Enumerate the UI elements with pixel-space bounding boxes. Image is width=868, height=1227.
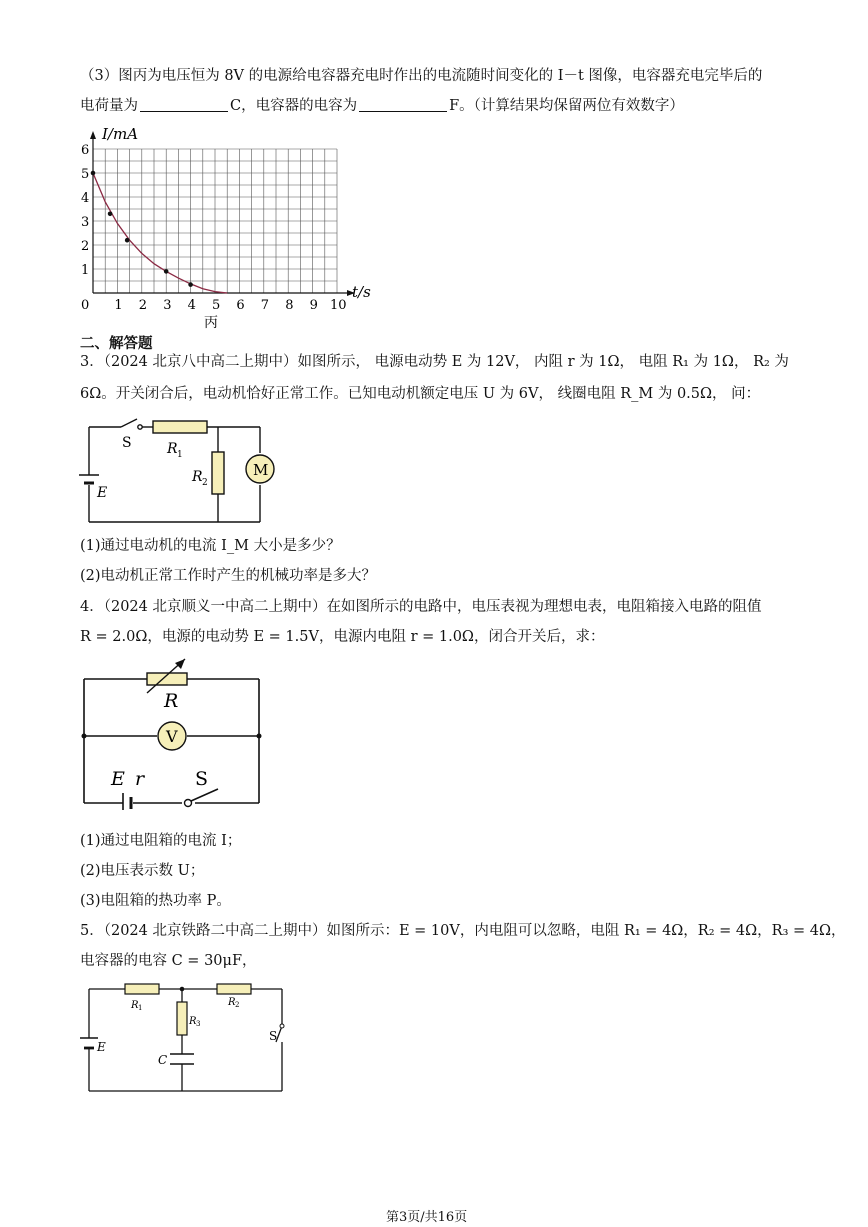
x-tick-label: 0 bbox=[81, 298, 90, 313]
x-tick-label: 5 bbox=[212, 298, 221, 313]
q3-line2: 6Ω。开关闭合后，电动机恰好正常工作。已知电动机额定电压 U 为 6V， 线圈电阻 R_M 为 0.5Ω， 问： bbox=[80, 386, 761, 402]
chart-caption: 丙 bbox=[204, 315, 218, 331]
x-tick-label: 1 bbox=[114, 298, 123, 313]
x-tick-label: 4 bbox=[187, 298, 196, 313]
q5-line2: 电容器的电容 C = 30μF， bbox=[80, 953, 257, 969]
q3-switch-label: S bbox=[122, 435, 132, 451]
q5-r3-sub: 3 bbox=[196, 1020, 201, 1028]
q5-switch-label: S bbox=[269, 1029, 278, 1043]
q4-line2: R = 2.0Ω，电源的电动势 E = 1.5V，电源内电阻 r = 1.0Ω，闭合开关后，求： bbox=[80, 629, 605, 645]
x-tick-label: 9 bbox=[309, 298, 318, 313]
q3-sub2: (2)电动机正常工作时产生的机械功率是多大？ bbox=[80, 568, 377, 584]
q4-internal-r-label: r bbox=[135, 768, 145, 790]
data-point bbox=[164, 269, 169, 274]
answer-blank-charge[interactable] bbox=[140, 97, 228, 112]
q4-sub1: (1)通过电阻箱的电流 I； bbox=[80, 833, 242, 849]
q4-sub2: (2)电压表示数 U； bbox=[80, 863, 205, 879]
y-axis-arrow bbox=[90, 131, 96, 139]
current-time-chart bbox=[60, 125, 390, 335]
q3-part-line2-c: F。（计算结果均保留两位有效数字） bbox=[449, 98, 684, 114]
q3-battery-label: E bbox=[97, 485, 108, 501]
q3-sub1: (1)通过电动机的电流 I_M 大小是多少？ bbox=[80, 538, 341, 554]
q3-r1-sub: 1 bbox=[177, 450, 183, 460]
x-tick-label: 10 bbox=[330, 298, 347, 313]
q3-part-line1: （3）图丙为电压恒为 8V 的电源给电容器充电时作出的电流随时间变化的 I－t 图像，电容器充电完毕后的 bbox=[80, 68, 763, 84]
q5-r2-label: R bbox=[228, 997, 236, 1008]
page-footer: 第3页/共16页 bbox=[386, 1210, 468, 1225]
q4-switch-label: S bbox=[195, 768, 209, 790]
q4-voltmeter-label: V bbox=[166, 727, 178, 746]
y-tick-label: 6 bbox=[81, 143, 90, 158]
chart-x-label: t/s bbox=[352, 283, 371, 301]
y-tick-label: 1 bbox=[81, 263, 90, 278]
chart-y-label: I/mA bbox=[102, 125, 139, 143]
q4-circuit bbox=[75, 655, 270, 810]
q4-emf-label: E bbox=[111, 768, 125, 790]
x-tick-label: 3 bbox=[163, 298, 172, 313]
q4-sub3: (3)电阻箱的热功率 P。 bbox=[80, 893, 231, 909]
q5-capacitor-label: C bbox=[158, 1053, 168, 1067]
q3-r2-sub: 2 bbox=[202, 478, 208, 488]
y-tick-label: 5 bbox=[81, 167, 90, 182]
chart-grid bbox=[93, 149, 337, 293]
data-point bbox=[108, 212, 113, 217]
x-tick-label: 8 bbox=[285, 298, 294, 313]
x-tick-label: 7 bbox=[260, 298, 270, 313]
q5-battery-label: E bbox=[97, 1040, 106, 1054]
data-point bbox=[91, 171, 96, 176]
q5-r3-label: R bbox=[189, 1016, 197, 1027]
q5-r2-sub: 2 bbox=[235, 1001, 240, 1009]
x-tick-label: 2 bbox=[138, 298, 148, 313]
q5-line1: 5．（2024 北京铁路二中高二上期中）如图所示：E = 10V，内电阻可以忽略，电阻 R₁ = 4Ω，R₂ = 4Ω，R₃ = 4Ω， bbox=[80, 923, 846, 939]
q3-part-line2 bbox=[80, 96, 684, 116]
q3-circuit bbox=[75, 415, 285, 530]
q3-part-line2-a: 电荷量为 bbox=[80, 98, 138, 114]
y-tick-label: 3 bbox=[81, 215, 90, 230]
q5-r1-sub: 1 bbox=[138, 1004, 143, 1012]
y-tick-label: 2 bbox=[81, 239, 90, 254]
q4-resistor-label: R bbox=[164, 690, 179, 712]
q4-line1: 4．（2024 北京顺义一中高二上期中）在如图所示的电路中，电压表视为理想电表，电阻箱接入电路的阻值 bbox=[80, 599, 762, 615]
y-tick-label: 4 bbox=[81, 191, 90, 206]
section-title: 二、解答题 bbox=[80, 335, 153, 352]
q5-r1-label: R bbox=[131, 1000, 139, 1011]
q3-line1: 3．（2024 北京八中高二上期中）如图所示， 电源电动势 E 为 12V， 内阻 r 为 1Ω， 电阻 R₁ 为 1Ω， R₂ 为 bbox=[80, 354, 789, 370]
q5-circuit bbox=[75, 978, 290, 1098]
data-point bbox=[188, 282, 193, 287]
q3-motor-label: M bbox=[253, 461, 269, 479]
q3-r2-label: R bbox=[192, 469, 203, 485]
q3-r1-label: R bbox=[167, 441, 178, 457]
answer-blank-capacitance[interactable] bbox=[359, 97, 447, 112]
x-tick-label: 6 bbox=[236, 298, 245, 313]
q3-part-line2-b: C，电容器的电容为 bbox=[230, 98, 358, 114]
data-point bbox=[125, 238, 130, 243]
